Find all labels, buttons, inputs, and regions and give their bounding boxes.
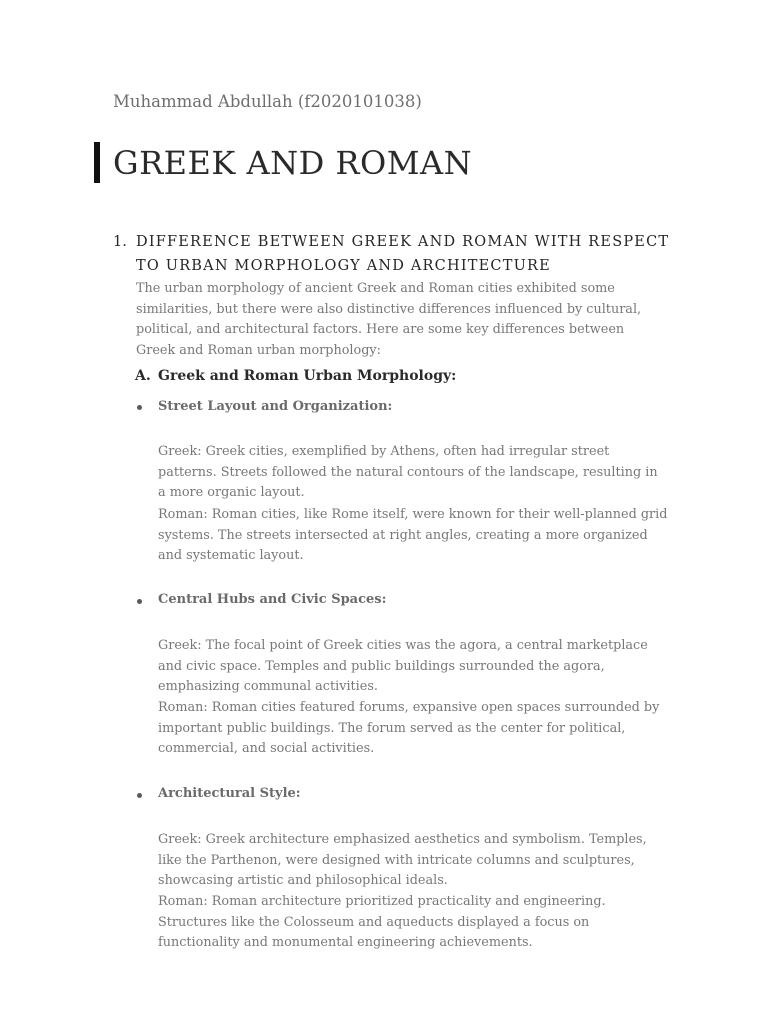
- page-title: GREEK AND ROMAN: [113, 144, 473, 182]
- greek-paragraph: Greek: Greek architecture emphasized aesthetics and symbolism. Temples, like the Parthenon, were designed with intricate columns and sculptures, showcasing artistic and philosophical ideals.: [158, 832, 647, 888]
- section-number: 1.: [113, 234, 127, 250]
- bullet-icon: [137, 599, 142, 604]
- intro-paragraph: The urban morphology of ancient Greek and Roman cities exhibited some similarities, but there were also distinctive differences influenced by cultural, political, and architectural factors. Here are some key differences between Greek and Roman urban morphology:: [136, 281, 642, 358]
- roman-paragraph: Roman: Roman cities featured forums, expansive open spaces surrounded by important public buildings. The forum served as the center for political, commercial, and social activities.: [158, 700, 660, 756]
- roman-paragraph: Roman: Roman cities, like Rome itself, were known for their well-planned grid systems. The streets intersected at right angles, creating a more organized and systematic layout.: [158, 507, 668, 563]
- bullet-icon: [137, 793, 142, 798]
- bullet-title-architectural-style: Architectural Style:: [158, 786, 301, 801]
- greek-paragraph: Greek: Greek cities, exemplified by Athens, often had irregular street patterns. Streets followed the natural contours of the landscape, resulting in a more organic layout.: [158, 444, 658, 500]
- bullet-title-civic-spaces: Central Hubs and Civic Spaces:: [158, 592, 387, 607]
- title-accent-bar: [94, 142, 100, 183]
- bullet-icon: [137, 405, 142, 410]
- author-name: Muhammad Abdullah (f2020101038): [113, 92, 422, 111]
- bullet-title-street-layout: Street Layout and Organization:: [158, 399, 393, 414]
- subsection-letter: A.: [135, 368, 151, 384]
- subsection-heading: Greek and Roman Urban Morphology:: [158, 368, 457, 384]
- section-heading: DIFFERENCE BETWEEN GREEK AND ROMAN WITH RESPECT TO URBAN MORPHOLOGY AND ARCHITECTURE: [136, 234, 670, 274]
- roman-paragraph: Roman: Roman architecture prioritized practicality and engineering. Structures like the Colosseum and aqueducts displayed a focus on functionality and monumental engineering achievements.: [158, 894, 606, 950]
- greek-paragraph: Greek: The focal point of Greek cities was the agora, a central marketplace and civic space. Temples and public buildings surrounded the agora, emphasizing communal activities.: [158, 638, 648, 694]
